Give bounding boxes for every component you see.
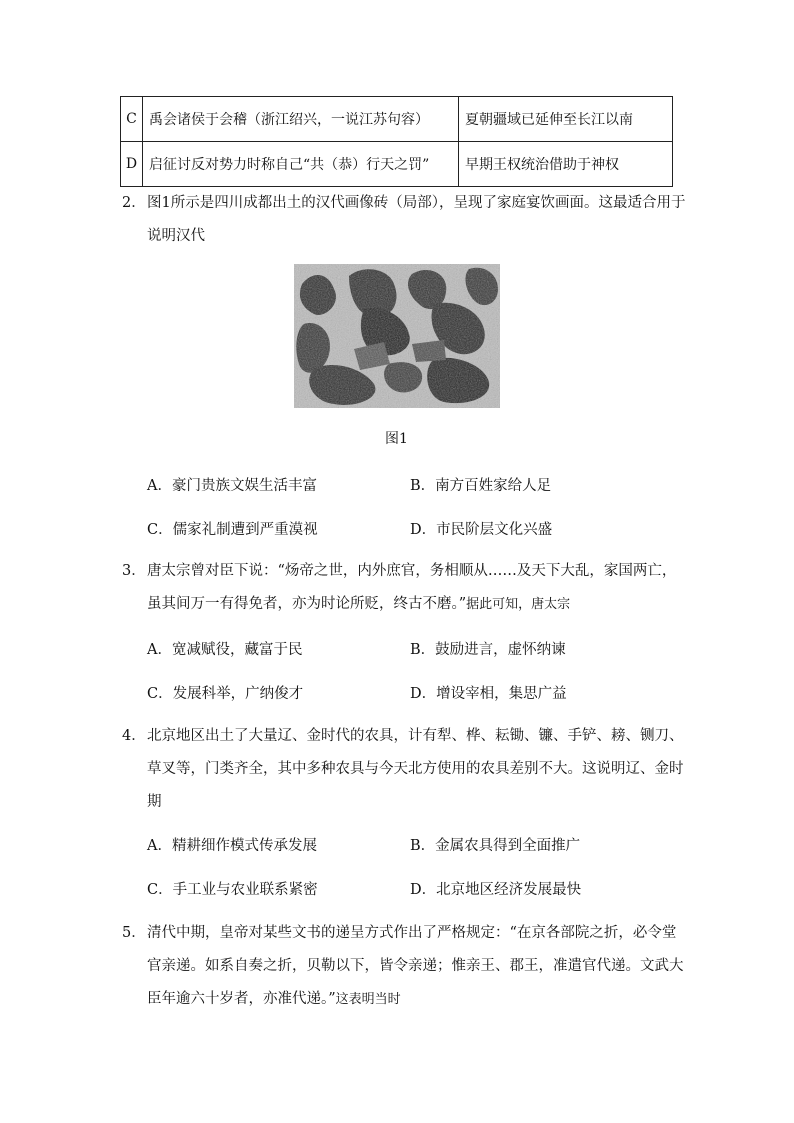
question-2 [122,187,686,253]
row-conclusion: 夏朝疆域已延伸至长江以南 [459,97,673,142]
question-stem: 据此可知，唐太宗 [466,597,571,612]
question-text-line: 唐太宗曾对臣下说：“炀帝之世，内外庶官，务相顺从……及天下大乱，家国两亡， [147,563,677,579]
question-text-line: 说明汉代 [147,228,205,244]
question-text-line: 草叉等，门类齐全，其中多种农具与今天北方使用的农具差别不大。这说明辽、金时 [147,761,684,777]
question-3 [122,555,686,621]
option-d[interactable]: D．市民阶层文化兴盛 [410,522,553,538]
question-stem: 这表明当时 [335,992,401,1007]
question-text-line: 官亲递。如系自奏之折，贝勒以下，皆令亲递；惟亲王、郡王，准遣官代递。文武大 [147,958,684,974]
table-row [121,97,673,142]
question-number: 3． [122,563,146,579]
option-d[interactable]: D．北京地区经济发展最快 [410,882,582,898]
option-c[interactable]: C．发展科举，广纳俊才 [147,686,304,702]
table-row [121,142,673,187]
option-a[interactable]: A．精耕细作模式传承发展 [147,838,317,854]
row-event: 禹会诸侯于会稽（浙江绍兴，一说江苏句容） [143,97,459,142]
question-text-line: 图1所示是四川成都出土的汉代画像砖（局部），呈现了家庭宴饮画面。这最适合用于 [147,195,686,211]
question-number: 2． [122,195,146,211]
figure-caption: 图1 [385,431,408,447]
option-b[interactable]: B．鼓励进言，虚怀纳谏 [410,642,566,658]
quote-text: 虽其间万一有得免者，亦为时论所贬，终古不磨。” [147,596,467,612]
question-text-line: 期 [147,794,162,810]
question-text-line [126,588,686,621]
option-a[interactable]: A．豪门贵族文娱生活丰富 [147,478,317,494]
quote-text: 臣年逾六十岁者，亦准代递。” [147,991,336,1007]
option-c[interactable]: C．儒家礼制遭到严重漠视 [147,522,318,538]
question-text-line: 北京地区出土了大量辽、金时代的农具，计有犁、桦、耘锄、镰、手铲、耪、铡刀、 [147,728,684,744]
option-a[interactable]: A．宽减赋役，藏富于民 [147,642,303,658]
question-4 [122,720,686,819]
question-text-line: 清代中期，皇帝对某些文书的递呈方式作出了严格规定：“在京各部院之折，必令堂 [147,925,677,941]
question-number: 4． [122,728,146,744]
question-number: 5． [122,925,146,941]
option-c[interactable]: C．手工业与农业联系紧密 [147,882,318,898]
row-event: 启征讨反对势力时称自己“共（恭）行天之罚” [143,142,459,187]
row-label: D [121,142,143,187]
row-label: C [121,97,143,142]
option-b[interactable]: B．金属农具得到全面推广 [410,838,581,854]
option-b[interactable]: B．南方百姓家给人足 [410,478,552,494]
row-conclusion: 早期王权统治借助于神权 [459,142,673,187]
han-brick-relief-image [294,264,500,408]
question-5 [122,917,686,1016]
answer-table [120,96,673,187]
question-text-line [126,983,686,1016]
option-d[interactable]: D．增设宰相，集思广益 [410,686,567,702]
